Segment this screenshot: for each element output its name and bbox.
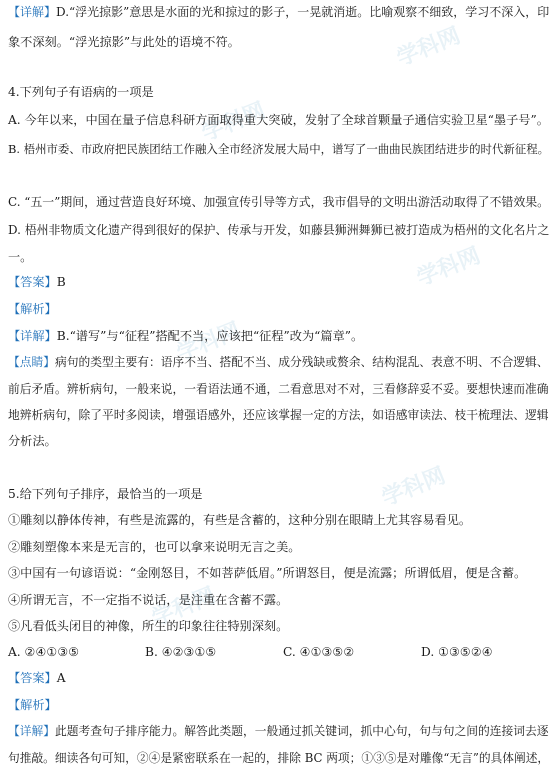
choice-option: B. ④②③①⑤ (145, 645, 217, 659)
section-tag: 【点睛】 (8, 355, 55, 369)
line-text: D.“浮光掠影”意思是水面的光和掠过的影子，一晃就消逝。比喻观察不细致，学习不深入，印 (56, 5, 550, 19)
line-text: B. 梧州市委、市政府把民族团结工作融入全市经济发展大局中，谱写了一曲曲民族团结进步的时代新征程。 (8, 142, 550, 156)
section-tag: 【解析】 (8, 698, 57, 712)
choice-option: D. ①③⑤②④ (421, 645, 493, 659)
sentence-line (8, 592, 288, 608)
option-line (8, 194, 549, 210)
line-text: 病句的类型主要有：语序不当、搭配不当、成分残缺或赘余、结构混乱、表意不明、不合逻辑、 (55, 355, 549, 369)
line-text: C. “五一”期间，通过营造良好环境、加强宣传引导等方式，我市倡导的文明出游活动取得了不错效果。 (8, 195, 550, 209)
line-text: 此题考查句子排序能力。解答此类题，一般通过抓关键词，抓中心句，句与句之间的连接词去逐 (55, 724, 549, 738)
option-line (8, 222, 549, 238)
sentence-line (8, 618, 288, 634)
paragraph-line (8, 723, 549, 739)
line-text: 一。 (8, 250, 33, 264)
watermark: 学科网 (413, 243, 485, 292)
section-tag: 【详解】 (8, 5, 57, 19)
section-tag: 【答案】 (8, 671, 57, 685)
question-stem (8, 486, 202, 502)
option-line (8, 112, 549, 128)
line-text: 5.给下列句子排序，最恰当的一项是 (8, 487, 203, 501)
paragraph-line (8, 381, 549, 397)
line-text: A (56, 671, 66, 685)
line-text: 分析法。 (8, 434, 57, 448)
choice-option: A. ②④①③⑤ (8, 645, 80, 659)
line-text: ①雕刻以静体传神，有些是流露的，有些是含蓄的，这种分别在眼睛上尤其容易看见。 (8, 513, 472, 527)
answer-line (8, 670, 66, 686)
option-line (8, 141, 549, 157)
line-text: 地辨析病句，除了平时多阅读，增强语感外，还应该掌握一定的方法，如语感审读法、枝干梳理法、逻辑 (8, 408, 549, 422)
line-text: ⑤凡看低头闭目的神像，所生的印象往往特别深刻。 (8, 619, 289, 633)
line-text: ②雕刻塑像本来是无言的，也可以拿来说明无言之美。 (8, 540, 301, 554)
sentence-line (8, 539, 301, 555)
paragraph-line (8, 433, 57, 449)
choice-option: C. ④①③⑤② (283, 645, 355, 659)
line-text: 象不深刻。“浮光掠影”与此处的语境不符。 (8, 35, 240, 49)
paragraph-line (8, 407, 549, 423)
section-tag: 【详解】 (8, 329, 57, 343)
paragraph-line (8, 328, 363, 344)
analysis-heading (8, 301, 57, 317)
answer-line (8, 274, 66, 290)
section-tag: 【解析】 (8, 302, 57, 316)
line-text: 4.下列句子有语病的一项是 (8, 85, 154, 99)
line-text: D. 梧州非物质文化遗产得到很好的保护、传承与开发，如藤县狮洲舞狮已被打造成为梧州的文化名片之 (8, 223, 550, 237)
line-text: ③中国有一句谚语说：“金刚怒目，不如菩萨低眉。”所谓怒目，便是流露；所谓低眉，便是含蓄。 (8, 566, 527, 580)
line-text: ④所谓无言，不一定指不说话，是注重在含蓄不露。 (8, 593, 289, 607)
paragraph-line (8, 4, 549, 20)
paragraph-line (8, 354, 549, 370)
option-line (8, 249, 32, 265)
line-text: B.“谱写”与“征程”搭配不当，应该把“征程”改为“篇章”。 (56, 329, 364, 343)
watermark: 学科网 (173, 318, 245, 367)
line-text: 前后矛盾。辨析病句，一般来说，一看语法通不通，二看意思对不对，三看修辞妥不妥。要想快速而准确 (8, 382, 549, 396)
line-text: 句推敲。细读各句可知，②④是紧密联系在一起的，排除 BC 两项；①③⑤是对雕像“无言”的具体阐述， (8, 751, 550, 765)
watermark: 学科网 (198, 98, 270, 147)
line-text: A. 今年以来，中国在量子信息科研方面取得重大突破，发射了全球首颗量子通信实验卫星“墨子号”。 (8, 113, 549, 127)
question-stem (8, 84, 154, 100)
paragraph-line (8, 750, 549, 766)
analysis-heading (8, 697, 57, 713)
sentence-line (8, 512, 471, 528)
section-tag: 【详解】 (8, 724, 55, 738)
watermark: 学科网 (148, 583, 220, 632)
watermark: 学科网 (378, 463, 450, 512)
section-tag: 【答案】 (8, 275, 57, 289)
sentence-line (8, 565, 526, 581)
paragraph-line (8, 34, 240, 50)
line-text: B (56, 275, 66, 289)
watermark: 学科网 (393, 23, 465, 72)
